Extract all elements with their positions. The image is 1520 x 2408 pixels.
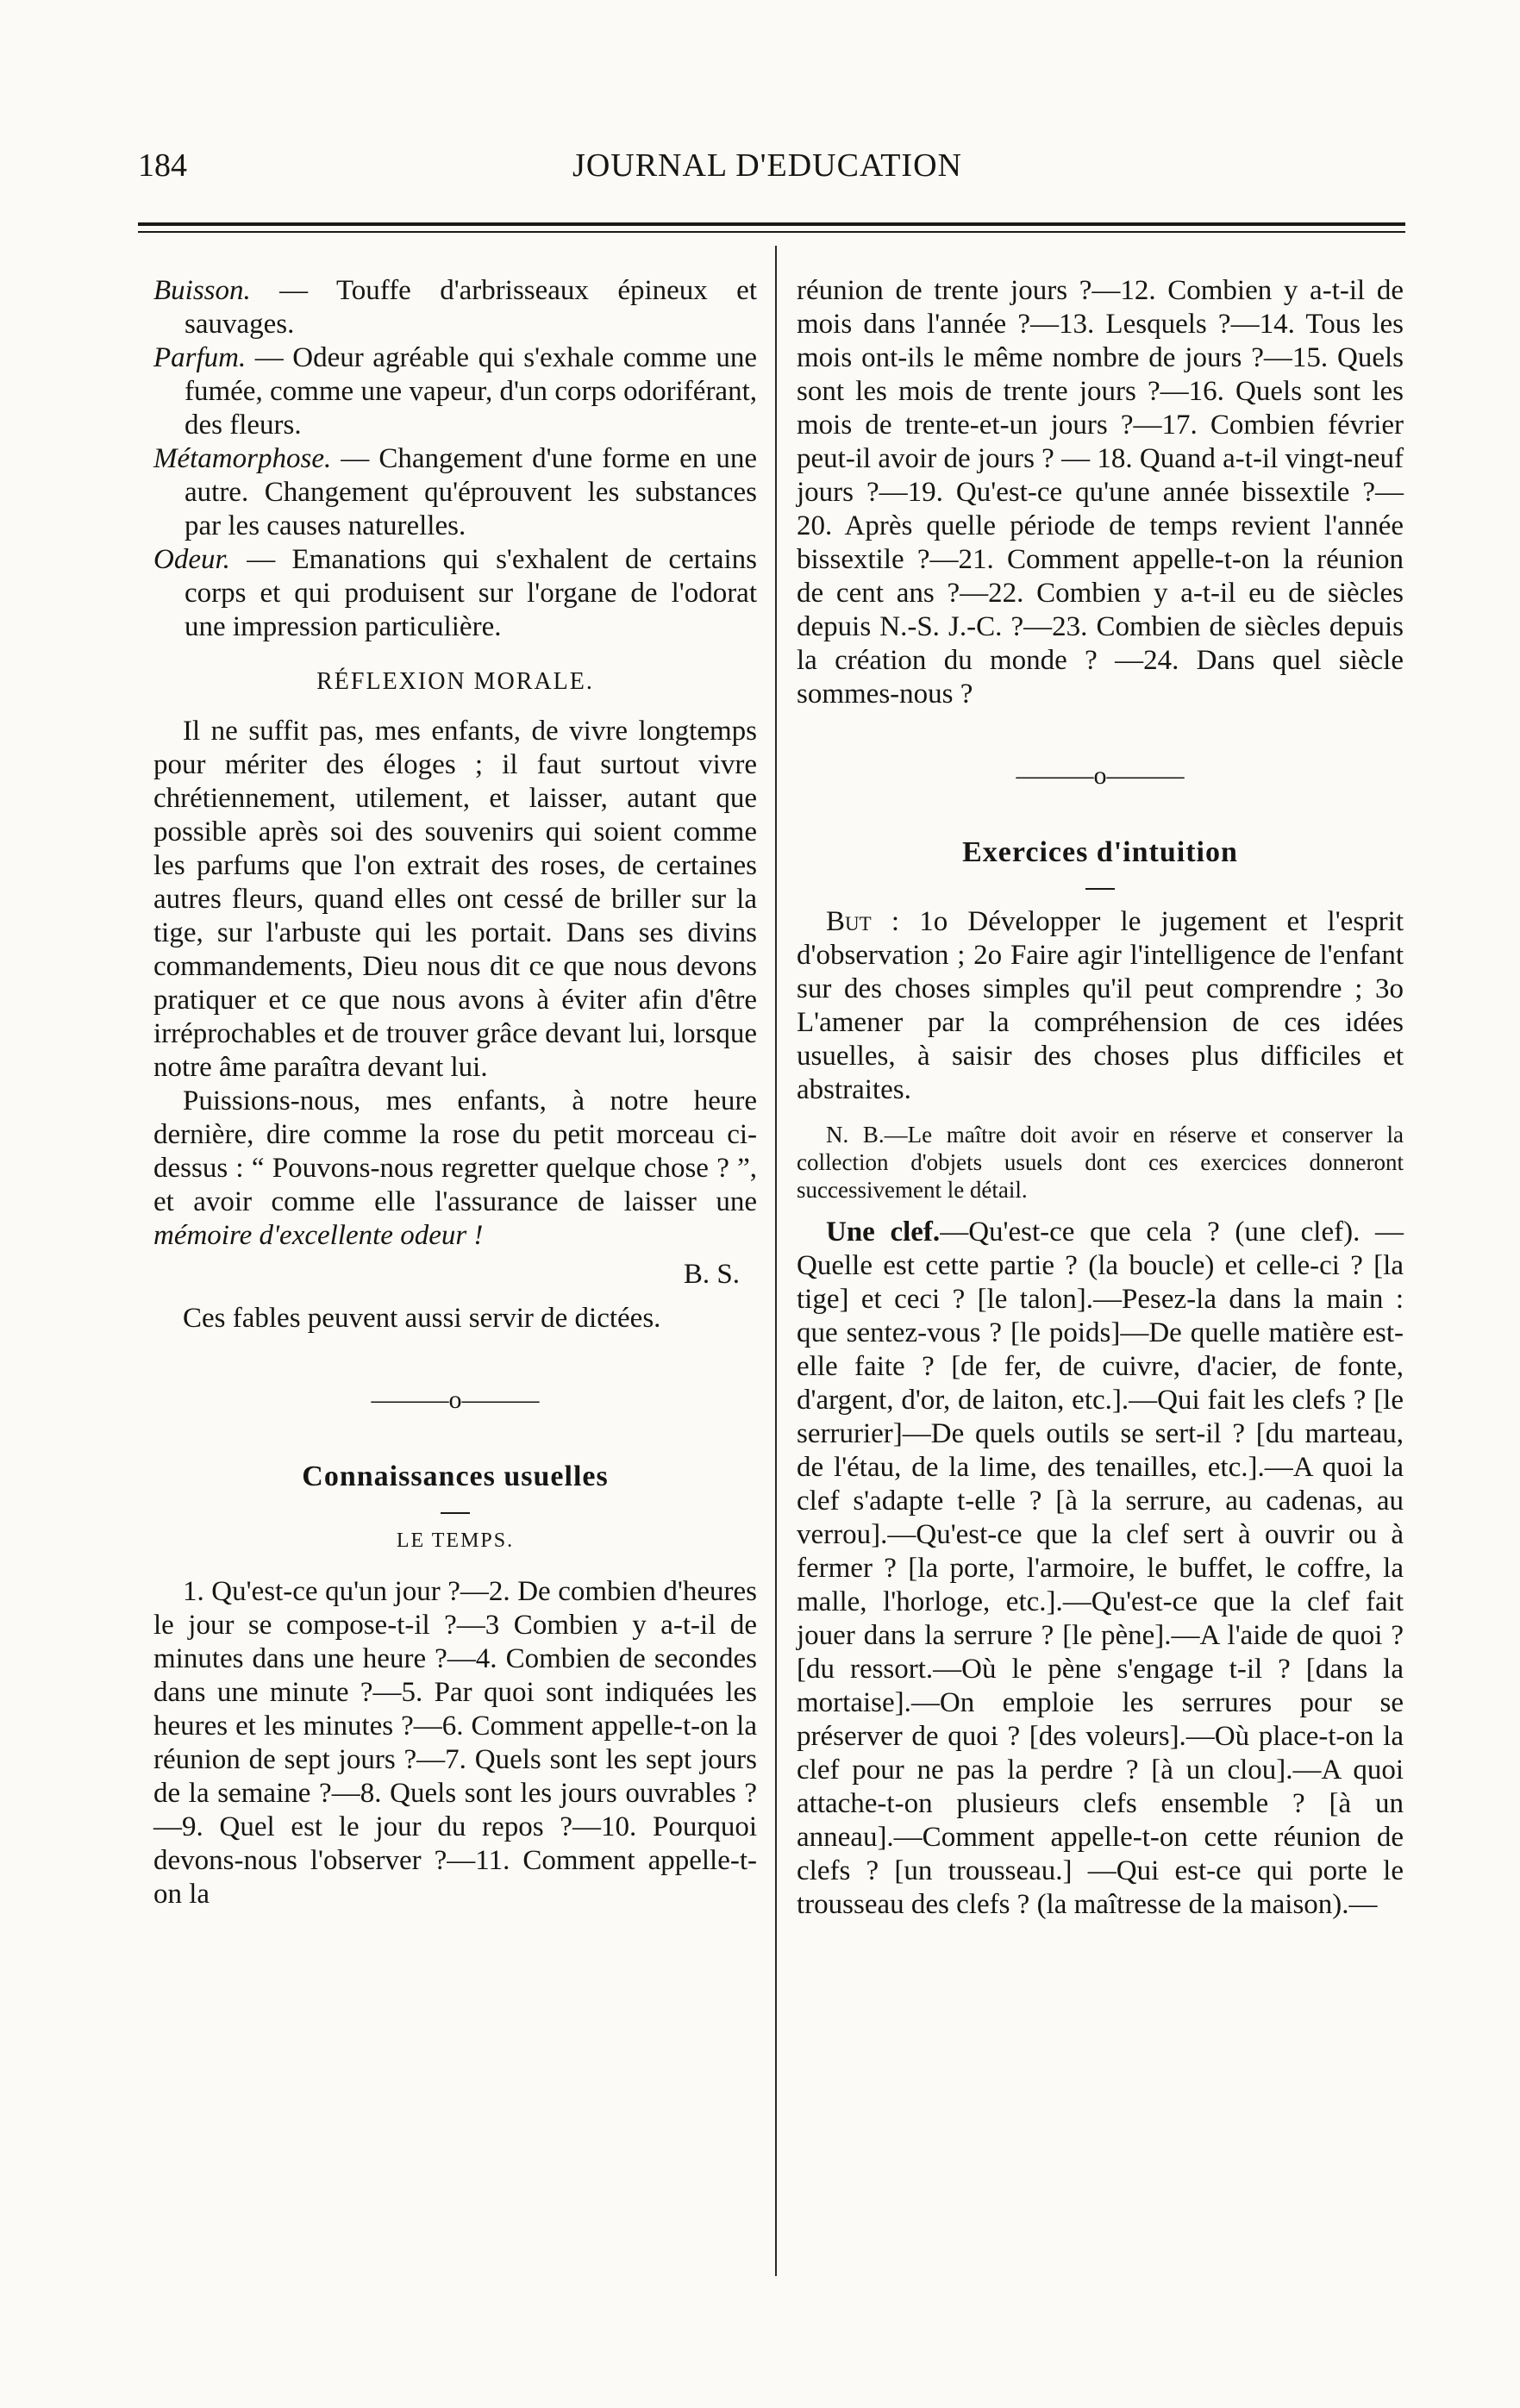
definition-term: Métamorphose. xyxy=(153,443,332,474)
page-header xyxy=(138,147,1397,198)
separator-text: ———o——— xyxy=(1016,761,1185,790)
fables-note: Ces fables peuvent aussi servir de dictées. xyxy=(183,1303,661,1334)
definition-term: Buisson. xyxy=(153,275,251,306)
signature: B. S. xyxy=(683,1259,740,1290)
definition-parfum xyxy=(153,341,757,442)
definition-buisson xyxy=(153,274,757,341)
clef-text: —Qu'est-ce que cela ? (une clef). — Quelle est cette partie ? (la boucle) et celle-ci ? [la tige] et ceci ? [le talon].—Pesez-la dans la main : que sentez-vous ? [le poids]—De quelle matière est-elle faite ? [de fer, de cuivre, d'acier, de fonte, d'argent, d'or, de laiton, etc.].—Qui fait les clefs ? [le serrurier]—De quels outils se sert-il ? [du marteau, de l'étau, de la lime, des tenailles, etc.].—A quoi la clef s'adapte t-elle ? [à la serrure, au cadenas, au verrou].—Qu'est-ce que la clef sert à ouvrir ou à fermer ? [la porte, l'armoire, le buffet, le coffre, la malle, l'horloge, etc.].—Qu'est-ce que la clef fait jouer dans la serrure ? [le pène].—A l'aide de quoi ? [du ressort.—Où le pène s'engage t-il ? [dans la mortaise].—On emploie les serrures pour se préserver de quoi ? [des voleurs].—Où place-t-on la clef pour ne pas la perdre ? [à un clou].—A quoi attache-t-on plusieurs clefs ensemble ? [à un anneau].—Comment appelle-t-on cette réunion de clefs ? [un trousseau.] —Qui est-ce qui porte le trousseau des clefs ? (la maîtresse de la maison).— xyxy=(797,1217,1404,1920)
but-label: But xyxy=(826,906,872,937)
clef-label: Une clef. xyxy=(826,1217,941,1248)
separator-ornament xyxy=(153,1385,757,1415)
separator-text: ———o——— xyxy=(371,1385,540,1414)
section-title-connaissances: Connaissances usuelles xyxy=(302,1460,609,1492)
title-dash xyxy=(441,1512,470,1514)
reflexion-heading: RÉFLEXION MORALE. xyxy=(316,668,594,695)
subsection-le-temps: LE TEMPS. xyxy=(396,1529,515,1552)
definition-text: — Touffe d'arbrisseaux épineux et sauvages. xyxy=(185,275,757,340)
separator-ornament xyxy=(797,761,1404,791)
definition-text: — Changement d'une forme en une autre. Changement qu'éprouvent les substances par les causes naturelles. xyxy=(185,443,757,541)
but-text: : 1o Développer le jugement et l'esprit d'observation ; 2o Faire agir l'intelligence de l'enfant sur des choses simples qu'il peut comprendre ; 3o L'amener par la compréhension de ces idées usuelles, à saisir des choses plus difficiles et abstraites. xyxy=(797,906,1404,1105)
left-column xyxy=(153,274,757,1911)
right-column xyxy=(797,274,1404,1922)
clef-paragraph xyxy=(797,1216,1404,1922)
header-rule-thick xyxy=(138,222,1405,226)
reflexion-paragraph-1: Il ne suffit pas, mes enfants, de vivre longtemps pour mériter des éloges ; il faut surtout vivre chrétiennement, utilement, et laisser, autant que possible après soi des souvenirs qui soient comme les parfums que l'on extrait des roses, de certaines autres fleurs, quand elles ont cessé de briller sur la tige, sur l'arbuste qui les portait. Dans ses divins commandements, Dieu nous dit ce que nous devons pratiquer et ce que nous avons à éviter afin d'être irréprochables et de trouver grâce devant lui, lorsque notre âme paraîtra devant lui. xyxy=(153,716,757,1083)
definition-term: Odeur. xyxy=(153,544,230,575)
temps-questions: 1. Qu'est-ce qu'un jour ?—2. De combien d'heures le jour se compose-t-il ?—3 Combien y a-t-il de minutes dans une heure ?—4. Combien de secondes dans une minute ?—5. Par quoi sont indiquées les heures et les minutes ?—6. Comment appelle-t-on la réunion de sept jours ?—7. Quels sont les sept jours de la semaine ?—8. Quels sont les jours ouvrables ?—9. Quel est le jour du repos ?—10. Pourquoi devons-nous l'observer ?—11. Comment appelle-t-on la xyxy=(153,1576,757,1910)
temps-questions-continued: réunion de trente jours ?—12. Combien y a-t-il de mois dans l'année ?—13. Lesquels ?—14. Tous les mois ont-ils le même nombre de jours ?—15. Quels sont les mois de trente jours ?—16. Quels sont les mois de trente-et-un jours ?—17. Combien février peut-il avoir de jours ? — 18. Quand a-t-il vingt-neuf jours ?—19. Qu'est-ce qu'une année bissextile ?—20. Après quelle période de temps revient l'année bissextile ?—21. Comment appelle-t-on la réunion de cent ans ?—22. Combien y a-t-il eu de siècles depuis N.-S. J.-C. ?—23. Combien de siècles depuis la création du monde ? —24. Dans quel siècle sommes-nous ? xyxy=(797,275,1404,710)
definition-text: — Odeur agréable qui s'exhale comme une fumée, comme une vapeur, d'un corps odoriférant, des fleurs. xyxy=(185,342,757,441)
but-paragraph xyxy=(797,905,1404,1107)
nota-bene: N. B.—Le maître doit avoir en réserve et conserver la collection d'objets usuels dont ces exercices donneront successivement le détail. xyxy=(797,1122,1404,1203)
reflexion-text: Puissions-nous, mes enfants, à notre heure dernière, dire comme la rose du petit morceau ci-dessus : “ Pouvons-nous regretter quelque chose ? ”, et avoir comme elle l'assurance de laisser une xyxy=(153,1085,757,1217)
definition-term: Parfum. xyxy=(153,342,247,373)
definition-text: — Emanations qui s'exhalent de certains corps et qui produisent sur l'organe de l'odorat une impression particulière. xyxy=(185,544,757,642)
reflexion-paragraph-2 xyxy=(153,1085,757,1253)
section-title-exercices: Exercices d'intuition xyxy=(962,836,1238,868)
definition-odeur xyxy=(153,543,757,644)
running-title: JOURNAL D'EDUCATION xyxy=(572,147,962,184)
title-dash xyxy=(1085,888,1115,890)
page-number: 184 xyxy=(138,147,187,184)
definition-metamorphose xyxy=(153,442,757,543)
header-rule-thin xyxy=(138,231,1405,233)
column-divider xyxy=(775,246,777,2276)
reflexion-italic-text: mémoire d'excellente odeur ! xyxy=(153,1220,484,1251)
